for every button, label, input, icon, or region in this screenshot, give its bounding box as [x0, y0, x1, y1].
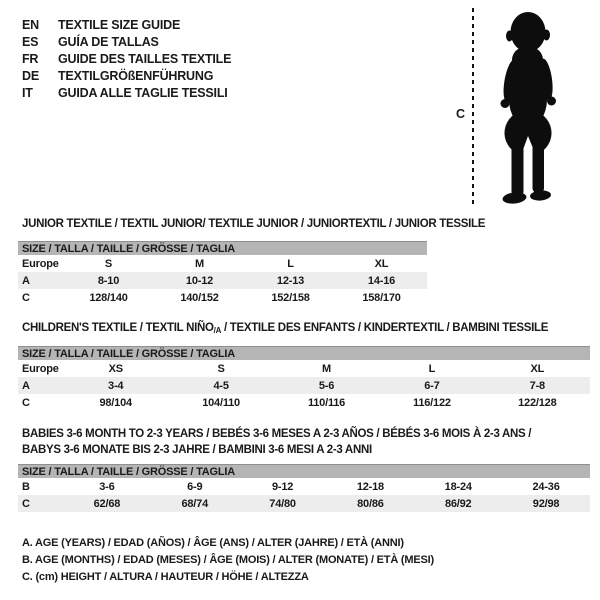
- height-cell: 104/110: [202, 396, 240, 409]
- age-cell: 24-36: [532, 480, 560, 493]
- language-title-list: [22, 16, 231, 101]
- babies-table: [18, 464, 590, 512]
- height-cell: 122/128: [518, 396, 557, 409]
- children-title-part1: CHILDREN'S TEXTILE / TEXTIL NIÑO: [22, 322, 214, 334]
- language-row-fr: [22, 50, 231, 67]
- age-cell: 9-12: [271, 480, 294, 493]
- footnote-height: C. (cm) HEIGHT / ALTURA / HAUTEUR / HÖHE / ALTEZZA: [22, 571, 309, 584]
- height-cell: 68/74: [181, 497, 208, 510]
- toddler-silhouette-icon: [483, 7, 569, 207]
- row-label: Europe: [22, 362, 59, 375]
- table-row-europe: [18, 255, 427, 272]
- age-cell: 6-7: [424, 379, 440, 392]
- height-cell: 158/170: [362, 291, 401, 304]
- language-code: IT: [22, 85, 33, 100]
- size-cell: XL: [530, 362, 545, 375]
- size-header-bar: [18, 464, 590, 478]
- size-cell: M: [195, 257, 204, 270]
- height-cell: 74/80: [269, 497, 296, 510]
- table-row-height: [18, 289, 427, 306]
- table-row-age: [18, 377, 590, 394]
- size-cell: L: [428, 362, 436, 375]
- babies-table-title: [22, 427, 531, 458]
- footnote-age-months: B. AGE (MONTHS) / EDAD (MESES) / ÂGE (MOIS) / ALTER (MONATE) / ETÀ (MESI): [22, 553, 434, 566]
- age-cell: 10-12: [185, 274, 214, 287]
- table-row-europe: [18, 360, 590, 377]
- height-cell: 80/86: [357, 497, 384, 510]
- age-cell: 3-6: [99, 480, 115, 493]
- size-cell: S: [104, 257, 113, 270]
- children-title-subscript: /A: [213, 326, 222, 335]
- table-row-height: [18, 495, 590, 512]
- size-cell: L: [287, 257, 294, 270]
- size-header-label: SIZE / TALLA / TAILLE / GRÖSSE / TAGLIA: [22, 465, 236, 478]
- babies-title-line2: BABYS 3-6 MONATE BIS 2-3 JAHRE / BAMBINI 3-6 MESI A 2-3 ANNI: [22, 443, 372, 456]
- language-title: GUÍA DE TALLAS: [58, 34, 159, 49]
- language-row-de: [22, 67, 231, 84]
- language-row-it: [22, 84, 231, 101]
- language-row-es: [22, 33, 231, 50]
- table-row-height: [18, 394, 590, 411]
- language-code: DE: [22, 68, 39, 83]
- row-label: B: [22, 480, 30, 493]
- language-code: FR: [22, 51, 39, 66]
- babies-title-line1: BABIES 3-6 MONTH TO 2-3 YEARS / BEBÉS 3-6 MESES A 2-3 AÑOS / BÉBÉS 3-6 MOIS À 2-3 ANS /: [22, 428, 532, 440]
- size-cell: S: [217, 362, 225, 375]
- row-label: C: [22, 396, 30, 409]
- age-cell: 8-10: [97, 274, 120, 287]
- children-table-title: [22, 322, 548, 335]
- height-cell: 98/104: [99, 396, 132, 409]
- height-measure-label: C: [456, 107, 466, 121]
- table-row-age-months: [18, 478, 590, 495]
- height-cell: 86/92: [444, 497, 472, 510]
- height-cell: 152/158: [271, 291, 310, 304]
- size-header-bar: [18, 241, 427, 255]
- size-cell: XL: [374, 257, 389, 270]
- children-table: [18, 346, 590, 411]
- size-header-label: SIZE / TALLA / TAILLE / GRÖSSE / TAGLIA: [22, 347, 236, 360]
- age-cell: 6-9: [187, 480, 203, 493]
- size-cell: XS: [108, 362, 123, 375]
- size-header-label: SIZE / TALLA / TAILLE / GRÖSSE / TAGLIA: [22, 242, 236, 255]
- table-row-age: [18, 272, 427, 289]
- age-cell: 5-6: [318, 379, 335, 392]
- age-cell: 12-13: [276, 274, 305, 287]
- row-label: C: [22, 497, 30, 510]
- junior-table-title: JUNIOR TEXTILE / TEXTIL JUNIOR/ TEXTILE JUNIOR / JUNIORTEXTIL / JUNIOR TESSILE: [22, 218, 486, 230]
- legend-footnotes: [22, 534, 434, 586]
- height-cell: 110/116: [307, 396, 346, 409]
- age-cell: 12-18: [356, 480, 384, 493]
- language-code: EN: [22, 17, 39, 32]
- language-title: GUIDA ALLE TAGLIE TESSILI: [58, 85, 228, 100]
- footnote-age-years: A. AGE (YEARS) / EDAD (AÑOS) / ÂGE (ANS) / ALTER (JAHRE) / ETÀ (ANNI): [22, 536, 404, 549]
- age-cell: 4-5: [213, 379, 229, 392]
- language-code: ES: [22, 34, 39, 49]
- children-title-part2: / TEXTILE DES ENFANTS / KINDERTEXTIL / BAMBINI TESSILE: [221, 322, 549, 334]
- height-cell: 62/68: [93, 497, 121, 510]
- row-label: A: [22, 274, 30, 287]
- age-cell: 7-8: [529, 379, 545, 392]
- row-label: A: [22, 379, 30, 392]
- height-cell: 116/122: [413, 396, 451, 409]
- language-row-en: [22, 16, 231, 33]
- height-dashed-line: [472, 8, 474, 208]
- height-cell: 92/98: [532, 497, 560, 510]
- row-label: C: [22, 291, 30, 304]
- height-cell: 140/152: [180, 291, 219, 304]
- row-label: Europe: [22, 257, 59, 270]
- language-title: TEXTILE SIZE GUIDE: [58, 17, 181, 32]
- language-title: TEXTILGRÖßENFÜHRUNG: [58, 68, 214, 83]
- size-header-bar: [18, 346, 590, 360]
- language-title: GUIDE DES TAILLES TEXTILE: [58, 51, 232, 66]
- size-cell: M: [322, 362, 331, 375]
- age-cell: 14-16: [367, 274, 396, 287]
- age-cell: 18-24: [444, 480, 472, 493]
- age-cell: 3-4: [108, 379, 124, 392]
- height-cell: 128/140: [89, 291, 128, 304]
- junior-table: [18, 241, 427, 306]
